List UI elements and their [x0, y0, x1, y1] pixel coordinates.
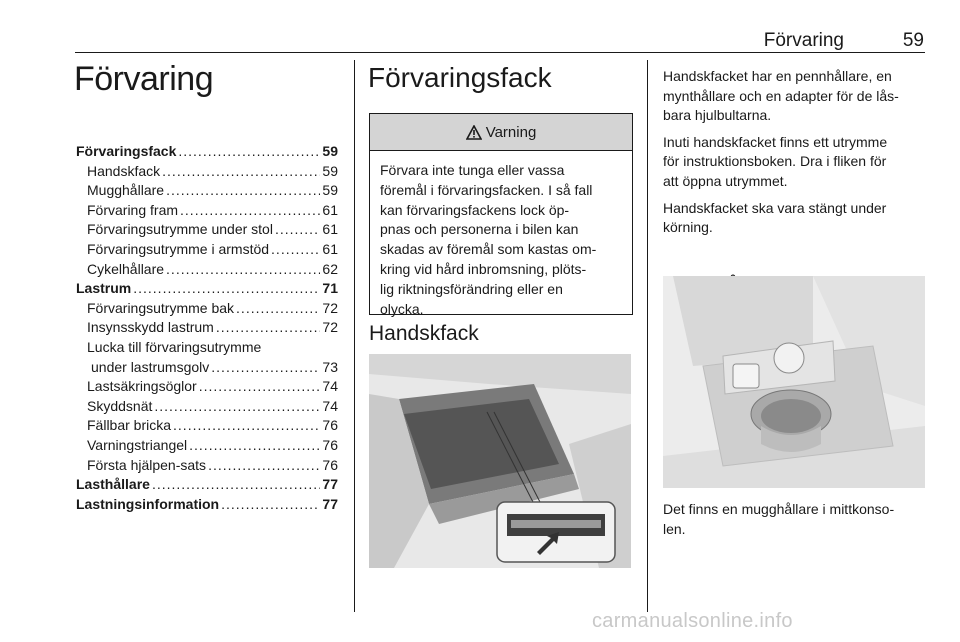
glovebox-illustration [369, 354, 631, 568]
body-text-line: för instruktionsboken. Dra i fliken för [663, 153, 887, 170]
warning-text-line: föremål i förvaringsfacken. I så fall [380, 181, 593, 198]
toc-entry[interactable] [76, 162, 338, 182]
toc-entry[interactable] [76, 377, 338, 397]
toc-entry-page: 61 [322, 201, 338, 218]
toc-entry[interactable] [76, 397, 338, 417]
toc-entry-page: 61 [322, 240, 338, 257]
warning-text-line: olycka. [380, 300, 424, 317]
body-text-line: körning. [663, 219, 713, 236]
toc-entry[interactable] [76, 260, 338, 280]
body-text-line: Inuti handskfacket finns ett utrymme [663, 133, 888, 150]
toc-leader-dots [154, 397, 320, 417]
toc-entry-page: 77 [322, 495, 338, 512]
body-paragraph [663, 199, 925, 238]
subsection-title-handskfack: Handskfack [369, 322, 479, 345]
toc-entry[interactable] [76, 436, 338, 456]
toc-entry[interactable] [76, 456, 338, 476]
toc-leader-dots [275, 220, 320, 240]
toc-entry-label: Förvaringsutrymme under stol [87, 221, 273, 238]
toc-leader-dots [133, 279, 320, 299]
toc-leader-dots [199, 377, 321, 397]
warning-text-line: skadas av föremål som kastas om- [380, 241, 597, 258]
toc-entry-page: 72 [322, 299, 338, 316]
toc-entry-page: 76 [322, 456, 338, 473]
toc-leader-dots [173, 416, 320, 436]
toc-entry[interactable] [76, 220, 338, 240]
toc-entry-label: Mugghållare [87, 182, 165, 199]
toc-leader-dots [189, 436, 320, 456]
toc-leader-dots [216, 318, 321, 338]
toc-leader-dots [162, 162, 320, 182]
toc-entry-page: 62 [322, 260, 338, 277]
toc-entry[interactable] [76, 416, 338, 436]
toc-leader-dots [180, 201, 320, 221]
table-of-contents [76, 142, 338, 514]
toc-entry-page: 59 [322, 182, 338, 199]
cupholder-illustration [663, 276, 925, 488]
toc-entry-label: Lastsäkringsöglor [87, 378, 197, 395]
warning-box [369, 113, 633, 315]
toc-leader-dots [221, 495, 320, 515]
body-paragraph [663, 133, 925, 192]
toc-entry-label: Skyddsnät [87, 397, 153, 414]
body-text-line: att öppna utrymmet. [663, 172, 788, 189]
toc-entry-label: Fällbar bricka [87, 417, 172, 434]
toc-entry-page: 76 [322, 417, 338, 434]
toc-entry-page: 72 [322, 319, 338, 336]
warning-title: Varning [485, 123, 537, 141]
chapter-title: Förvaring [74, 60, 214, 98]
toc-leader-dots [166, 260, 320, 280]
toc-entry-label: Lasthållare [76, 476, 150, 493]
page-number: 59 [902, 30, 924, 51]
toc-entry-page: 61 [322, 221, 338, 238]
warning-triangle-icon [466, 125, 482, 140]
toc-entry-page: 74 [322, 378, 338, 395]
warning-header [370, 114, 632, 151]
column-divider-1 [354, 60, 355, 612]
mugghallare-text [663, 500, 925, 539]
toc-entry-page: 77 [322, 476, 338, 493]
toc-entry-label: Lastningsinformation [76, 495, 220, 512]
toc-entry-label: Förvaringsutrymme bak [87, 299, 235, 316]
toc-entry-label: Förvaringsfack [76, 143, 177, 159]
warning-text [370, 151, 632, 319]
toc-entry-label: Lucka till förvaringsutrymme [87, 338, 262, 355]
handskfack-text [663, 67, 925, 245]
toc-leader-dots [152, 475, 320, 495]
header-rule [75, 52, 925, 53]
toc-entry[interactable] [76, 318, 338, 338]
warning-text-line: lig riktningsförändring eller en [380, 280, 563, 297]
body-paragraph [663, 67, 925, 126]
page-header-title: Förvaring [763, 30, 844, 51]
body-text-line: Det finns en mugghållare i mittkonso- [663, 501, 895, 517]
toc-entry[interactable] [76, 495, 338, 515]
warning-text-line: Förvara inte tunga eller vassa [380, 162, 565, 178]
warning-text-line: kan förvaringsfackens lock öp- [380, 201, 570, 218]
toc-entry[interactable] [76, 299, 338, 319]
toc-leader-dots [211, 358, 320, 378]
toc-entry-page: 59 [322, 162, 338, 179]
toc-entry-label: under lastrumsgolv [91, 358, 210, 375]
section-title: Förvaringsfack [368, 62, 552, 93]
toc-entry[interactable] [76, 201, 338, 221]
body-text-line: Handskfacket ska vara stängt under [663, 199, 887, 216]
toc-entry-label: Första hjälpen-sats [87, 456, 207, 473]
toc-entry[interactable] [76, 181, 338, 201]
body-text-line: mynthållare och en adapter för de lås- [663, 87, 899, 104]
toc-entry-page: 76 [322, 436, 338, 453]
toc-entry[interactable] [76, 240, 338, 260]
body-text-line: bara hjulbultarna. [663, 107, 772, 124]
toc-entry[interactable] [76, 358, 338, 378]
toc-entry-page: 74 [322, 397, 338, 414]
toc-entry-label: Handskfack [87, 162, 161, 179]
toc-entry-page: 73 [322, 358, 338, 375]
column-divider-2 [647, 60, 648, 612]
toc-leader-dots [208, 456, 320, 476]
body-text-line: len. [663, 520, 686, 537]
warning-text-line: pnas och personerna i bilen kan [380, 221, 579, 238]
toc-leader-dots [178, 142, 320, 162]
toc-leader-dots [236, 299, 320, 319]
toc-entry-page: 71 [322, 280, 338, 297]
toc-entry[interactable] [76, 142, 338, 162]
watermark: carmanualsonline.info [592, 610, 793, 632]
toc-entry-label: Förvaringsutrymme i armstöd [87, 240, 270, 257]
toc-leader-dots [271, 240, 320, 260]
toc-entry[interactable] [76, 475, 338, 495]
toc-entry-label: Förvaring fram [87, 201, 179, 218]
toc-entry-label: Varningstriangel [87, 436, 188, 453]
warning-text-line: kring vid hård inbromsning, plöts- [380, 260, 587, 277]
body-text-line: Handskfacket har en pennhållare, en [663, 68, 892, 84]
toc-leader-dots [166, 181, 320, 201]
toc-entry[interactable] [76, 279, 338, 299]
toc-entry-page: 59 [322, 143, 338, 159]
toc-entry-label: Cykelhållare [87, 260, 165, 277]
toc-entry-label: Insynsskydd lastrum [87, 319, 214, 336]
toc-entry-label: Lastrum [76, 280, 132, 297]
toc-entry[interactable] [76, 338, 338, 358]
